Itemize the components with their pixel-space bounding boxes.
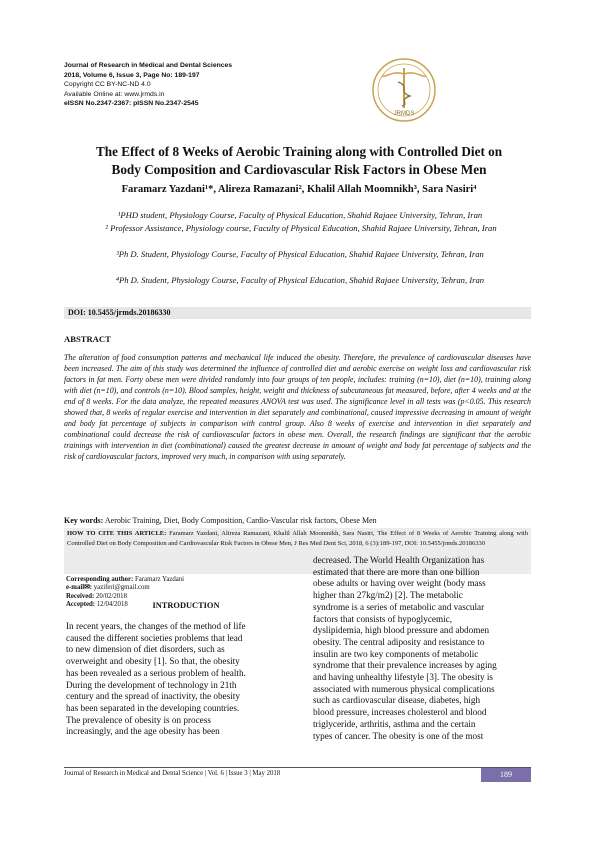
- accepted-date: 12/04/2018: [95, 601, 128, 609]
- keywords-label: Key words:: [64, 516, 104, 525]
- body-line: and having unhealthy lifestyle [3]. The obesity is: [313, 672, 493, 683]
- received-label: Received:: [66, 592, 95, 600]
- body-line: obese adults or having over weight (body mass: [313, 578, 486, 589]
- body-line: to new dimension of diet disorders, such as: [66, 644, 225, 655]
- email-label: e-mail✉:: [66, 584, 93, 592]
- body-line: types of cancer. The obesity is one of the most: [313, 730, 484, 741]
- affiliation-2: ² Professor Assistance, Physiology course, Faculty of Physical Education, Shahid Rajaee University, Tehran, Iran: [105, 223, 497, 233]
- body-line: century and the spread of inactivity, the obesity: [66, 691, 240, 702]
- body-column-right: [313, 555, 531, 742]
- abstract-heading: ABSTRACT: [64, 334, 111, 344]
- footer-text: Journal of Research in Medical and Dental Science | Vol. 6 | Issue 3 | May 2018: [64, 770, 281, 777]
- body-line: such as cardiovascular disease, diabetes, high: [313, 695, 481, 706]
- accepted-label: Accepted:: [66, 601, 96, 609]
- affiliation-4: ⁴Ph D. Student, Physiology Course, Faculty of Physical Education, Shahid Rajaee University, Tehran, Iran: [115, 275, 485, 285]
- journal-name: Journal of Research in Medical and Dental Sciences: [64, 62, 233, 69]
- journal-copyright: Copyright CC BY-NC-ND 4.0: [64, 81, 151, 89]
- body-column-left: [66, 621, 310, 738]
- body-line: estimated that there are more than one billion: [313, 566, 480, 577]
- footer-divider: [64, 767, 531, 768]
- body-line: increasingly, and the age obesity has been: [66, 726, 220, 737]
- email-value: yaziferi@gmail.com: [92, 584, 150, 592]
- body-line: dyslipidemia, high blood pressure and abdomen: [313, 625, 490, 636]
- keywords: [64, 516, 531, 525]
- body-line: obesity. The central adiposity and resistance to: [313, 636, 485, 647]
- body-line: In recent years, the changes of the method of life: [66, 621, 246, 631]
- body-line: associated with numerous physical complications: [313, 683, 495, 694]
- title-line-1: The Effect of 8 Weeks of Aerobic Training along with Controlled Diet on: [95, 144, 503, 159]
- how-to-cite-text: Faramarz Yazdani, Alireza Ramazani, Khalil Allah Moomnikh, Sara Nasiri, The Effect of 8 Weeks of Aerobic Training along with Controlled Diet on Body Composition and Cardiovascular Risk Factors in Obese Men, J Res Med Dent Sci, 2018, 6 (3):189-197, DOI: 10.5455/jrmds.20186330: [67, 530, 528, 547]
- body-line: factors that consists of hypoglycemic,: [313, 613, 453, 624]
- body-line: insulin are two key components of metabolic: [313, 648, 479, 659]
- affiliation-3: ³Ph D. Student, Physiology Course, Faculty of Physical Education, Shahid Rajaee University, Tehran, Iran: [116, 249, 484, 259]
- body-line: triglyceride, arthritis, asthma and the certain: [313, 718, 476, 729]
- journal-issn: eISSN No.2347-2367: pISSN No.2347-2545: [64, 100, 199, 108]
- journal-logo: [370, 56, 438, 128]
- body-line: has been separated in the developing countries.: [66, 702, 240, 713]
- title-line-2: Body Composition and Cardiovascular Risk Factors in Obese Men: [111, 161, 487, 177]
- keywords-text: Aerobic Training, Diet, Body Composition, Cardio-Vascular risk factors, Obese Men: [103, 516, 377, 525]
- abstract-text: The alteration of food consumption patterns and mechanical life induced the obesity. Therefore, the prevalence of cardiovascular diseases have been increased. The aim of this study was determined the influence of controlled diet and aerobic exercise on weight loss and cardiovascular risk factors in fat men. Forty obese men were divided randomly into four groups of ten people, includes: training (n=10), diet (n=10), training along with diet (n=10), and controls (n=10). Blood samples, height, weight and thickness of subcutaneous fat measured, before, after 4 weeks and at the end of 8 weeks. For the data analyze, the repeated measures ANOVA test was used. The significance level in all tests was (p<0.05. This research showed that, 8 weeks of regular exercise and intervention in diet separately and combinational, caused impressive decreasing in amount of weight and body fat percentage of subjects in comparison with control group. Also 8 weeks of exercise and intervention in diet separately and combinational could decrease the risk of cardiovascular factors in obese men. Overall, the research findings are significant that the aerobic trainings with intervention in diet (combinational) caused the greatest decrease in amount of weight and body fat percentage of subjects and the risk of cardiovascular factors, improved very much, in comparison with using separately.: [64, 353, 531, 461]
- corresponding-label: Corresponding author:: [66, 576, 134, 583]
- body-line: has been revealed as a serious problem of health.: [66, 667, 246, 678]
- received-date: 20/02/2018: [94, 592, 127, 600]
- body-line: During the development of technology in 21th: [66, 679, 237, 690]
- affiliation-1: ¹PHD student, Physiology Course, Faculty of Physical Education, Shahid Rajaee University, Tehran, Iran: [117, 210, 483, 220]
- doi: DOI: 10.5455/jrmds.20186330: [64, 307, 531, 319]
- body-line: overweight and obesity [1]. So that, the obesity: [66, 656, 240, 667]
- body-line: blood pressure, increases cholesterol and blood: [313, 707, 487, 718]
- body-line: syndrome is a series of metabolic and vascular: [313, 601, 485, 612]
- body-line: caused the different societies problems that lead: [66, 632, 243, 643]
- journal-volume: 2018, Volume 6, Issue 3, Page No: 189-197: [64, 71, 200, 79]
- introduction-heading: INTRODUCTION: [152, 601, 220, 610]
- how-to-cite-label: HOW TO CITE THIS ARTICLE:: [67, 530, 167, 537]
- body-line: The prevalence of obesity is on process: [66, 714, 211, 725]
- article-title: [66, 143, 532, 178]
- journal-info: [64, 61, 384, 109]
- authors: Faramarz Yazdani¹*, Alireza Ramazani², Khalil Allah Moomnikh³, Sara Nasiri⁴: [121, 184, 477, 195]
- body-line: syndrome that their prevalence increases by aging: [313, 660, 497, 671]
- svg-text:JRMDS: JRMDS: [393, 111, 415, 117]
- corresponding-author: Faramarz Yazdani: [133, 576, 185, 583]
- body-line: decreased. The World Health Organization has: [313, 555, 485, 565]
- journal-available: Available Online at: www.jrmds.in: [64, 90, 165, 98]
- body-line: higher than 27kg/m2) [2]. The metabolic: [313, 590, 463, 601]
- page-number: 189: [481, 768, 531, 782]
